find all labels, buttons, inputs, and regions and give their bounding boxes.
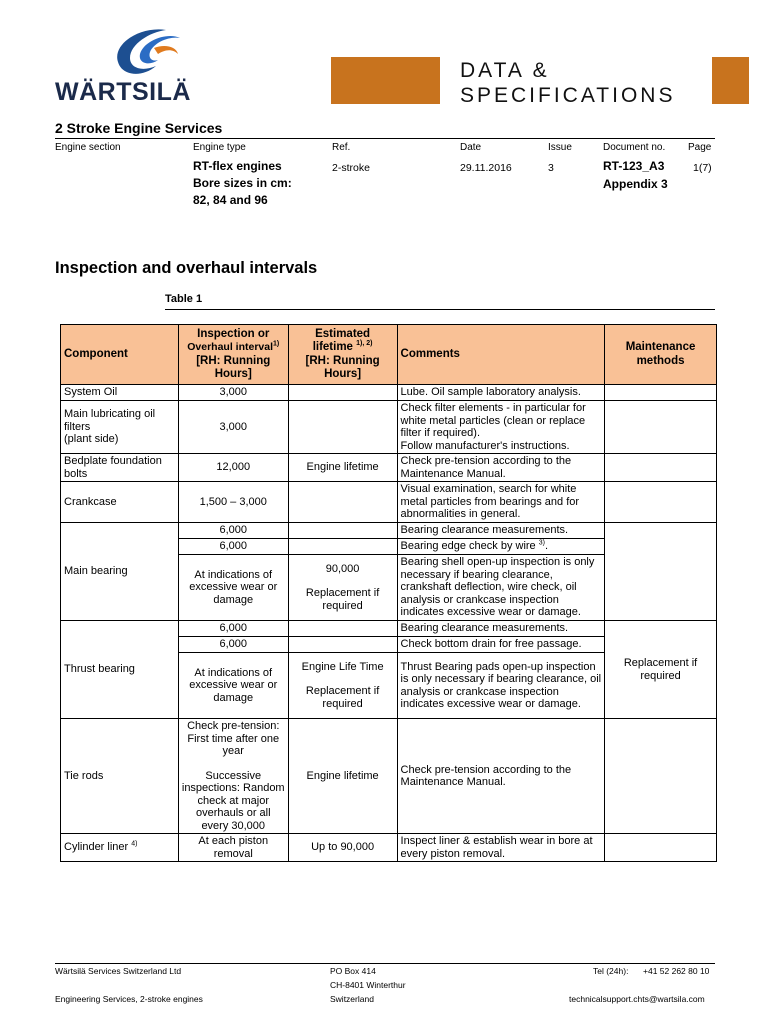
- header-orange-block-right: [712, 57, 749, 104]
- cell-interval: 6,000: [178, 523, 288, 539]
- appendix-label: Appendix 3: [603, 177, 668, 191]
- cell-lifetime: Engine lifetime: [288, 454, 397, 482]
- engine-type-line: 82, 84 and 96: [193, 193, 268, 207]
- footnote-ref: 3): [538, 539, 545, 547]
- footer-country: Switzerland: [330, 994, 374, 1004]
- table-header-row: [61, 325, 717, 385]
- cell-text: (plant side): [64, 433, 119, 446]
- cell-component: Tie rods: [61, 719, 179, 834]
- footer-po: PO Box 414: [330, 966, 376, 976]
- cell-comment: Bearing clearance measurements.: [397, 621, 605, 637]
- cell-comment: Inspect liner & establish wear in bore at every piston removal.: [397, 834, 605, 862]
- cell-lifetime: [288, 385, 397, 401]
- issue-value: 3: [548, 162, 554, 174]
- cell-text: Check pre-tension: First time after one year: [187, 720, 280, 757]
- cell-component: System Oil: [61, 385, 179, 401]
- header-text: Inspection or: [197, 327, 270, 340]
- cell-maintenance: [605, 385, 717, 401]
- cell-interval: At indications of excessive wear or damage: [178, 653, 288, 719]
- table-label-rule: [165, 309, 715, 310]
- table-row: [61, 719, 717, 834]
- cell-lifetime: [288, 555, 397, 621]
- page-title-line1: DATA &: [460, 59, 550, 82]
- cell-component: Main bearing: [61, 523, 179, 621]
- cell-comment: Bearing shell open-up inspection is only necessary if bearing clearance, crankshaft deflection, wire check, oil analysis or crankcase inspection indicates excessive wear or damage.: [397, 555, 605, 621]
- header-text: [RH: Running Hours]: [305, 354, 380, 380]
- engine-type-value: [193, 158, 292, 209]
- cell-maintenance: [605, 719, 717, 834]
- cell-maintenance: [605, 482, 717, 523]
- cell-maintenance: Replacement if required: [605, 621, 717, 719]
- footer-tel-label: Tel (24h):: [593, 966, 629, 976]
- cell-comment: Thrust Bearing pads open-up inspection is only necessary if bearing clearance, oil analysis or crankcase inspection indicates excessive wear or damage.: [397, 653, 605, 719]
- cell-interval: 12,000: [178, 454, 288, 482]
- label-date: Date: [460, 142, 482, 153]
- header-rule: [55, 138, 715, 139]
- wartsila-logo-text: WÄRTSILÄ: [55, 78, 191, 106]
- cell-text: Cylinder liner: [64, 841, 132, 854]
- cell-interval: [178, 719, 288, 834]
- page-title-line2: SPECIFICATIONS: [460, 84, 676, 107]
- cell-lifetime: Up to 90,000: [288, 834, 397, 862]
- inspection-table: [60, 324, 717, 862]
- cell-comment: Lube. Oil sample laboratory analysis.: [397, 385, 605, 401]
- date-value: 29.11.2016: [460, 162, 512, 174]
- cell-component: Crankcase: [61, 482, 179, 523]
- cell-component: [61, 834, 179, 862]
- footer-city: CH-8401 Winterthur: [330, 980, 406, 990]
- cell-comment: Visual examination, search for white metal particles from bearings and for abnormalities in general.: [397, 482, 605, 523]
- table-row: [61, 454, 717, 482]
- header-text: Estimated: [315, 327, 371, 340]
- cell-comment: [397, 539, 605, 555]
- page-value: 1(7): [693, 162, 712, 174]
- table-row: [61, 523, 717, 539]
- cell-lifetime: [288, 539, 397, 555]
- cell-interval: 6,000: [178, 621, 288, 637]
- cell-text: Follow manufacturer's instructions.: [400, 439, 570, 452]
- cell-text: Replacement if required: [305, 685, 380, 710]
- header-lifetime: [288, 325, 397, 385]
- cell-maintenance: [605, 401, 717, 454]
- label-document-no: Document no.: [603, 142, 666, 153]
- cell-text: Replacement if required: [305, 587, 380, 612]
- ref-value: 2-stroke: [332, 162, 370, 174]
- cell-interval: 6,000: [178, 539, 288, 555]
- cell-maintenance: [605, 454, 717, 482]
- header-maintenance: Maintenance methods: [605, 325, 717, 385]
- cell-comment: Check bottom drain for free passage.: [397, 637, 605, 653]
- cell-lifetime: [288, 653, 397, 719]
- footer-company: Wärtsilä Services Switzerland Ltd: [55, 966, 182, 976]
- label-page: Page: [688, 142, 712, 153]
- cell-text: Engine Life Time: [301, 660, 384, 673]
- header-text: [RH: Running Hours]: [196, 354, 271, 380]
- footer-rule: [55, 963, 715, 964]
- cell-text: Bearing edge check by wire: [400, 540, 539, 553]
- table-row: [61, 401, 717, 454]
- table-label: Table 1: [165, 293, 203, 305]
- table-row: [61, 482, 717, 523]
- cell-component: [61, 401, 179, 454]
- header-inspection: [178, 325, 288, 385]
- cell-lifetime: Engine lifetime: [288, 719, 397, 834]
- label-engine-type: Engine type: [193, 142, 246, 153]
- header-text: lifetime: [312, 341, 357, 353]
- cell-lifetime: [288, 621, 397, 637]
- footer-tel: +41 52 262 80 10: [643, 966, 710, 976]
- label-engine-section: Engine section: [55, 142, 121, 153]
- engine-type-line: RT-flex engines: [193, 159, 282, 173]
- header-comments: Comments: [397, 325, 605, 385]
- cell-text: Successive inspections: Random check at major overhauls or all every 30,000: [181, 769, 285, 832]
- cell-text: Check filter elements - in particular for white metal particles (clean or replace filter if required).: [400, 402, 586, 439]
- header-orange-block-left: [331, 57, 440, 104]
- document-no-value: [603, 158, 668, 193]
- cell-comment: Check pre-tension according to the Maintenance Manual.: [397, 454, 605, 482]
- cell-interval: At each piston removal: [178, 834, 288, 862]
- cell-text: 90,000: [325, 562, 360, 575]
- cell-lifetime: [288, 523, 397, 539]
- footnote-ref: 1): [273, 340, 280, 348]
- cell-component: Thrust bearing: [61, 621, 179, 719]
- cell-comment: Bearing clearance measurements.: [397, 523, 605, 539]
- cell-text: Main lubricating oil filters: [64, 408, 156, 433]
- table-row: [61, 385, 717, 401]
- footer-email[interactable]: technicalsupport.chts@wartsila.com: [569, 994, 705, 1004]
- header-component: Component: [61, 325, 179, 385]
- label-ref: Ref.: [332, 142, 351, 153]
- cell-text: .: [544, 540, 549, 553]
- engine-type-line: Bore sizes in cm:: [193, 176, 292, 190]
- page-title: [460, 58, 675, 108]
- footer-dept: Engineering Services, 2-stroke engines: [55, 994, 203, 1004]
- document-number: RT-123_A3: [603, 159, 665, 173]
- cell-maintenance: [605, 523, 717, 621]
- cell-lifetime: [288, 637, 397, 653]
- cell-interval: 6,000: [178, 637, 288, 653]
- cell-interval: At indications of excessive wear or damage: [178, 555, 288, 621]
- cell-lifetime: [288, 482, 397, 523]
- cell-lifetime: [288, 401, 397, 454]
- cell-comment: Check pre-tension according to the Maintenance Manual.: [397, 719, 605, 834]
- cell-interval: 1,500 – 3,000: [178, 482, 288, 523]
- cell-maintenance: [605, 834, 717, 862]
- section-heading: Inspection and overhaul intervals: [55, 259, 318, 277]
- document-subtitle: 2 Stroke Engine Services: [55, 120, 223, 136]
- table-row: [61, 621, 717, 637]
- label-issue: Issue: [548, 142, 572, 153]
- wartsila-logo-swirl-icon: [110, 24, 185, 80]
- header-text: Overhaul interval: [187, 341, 274, 353]
- footnote-ref: 1), 2): [356, 340, 373, 348]
- cell-comment: [397, 401, 605, 454]
- footnote-ref: 4): [131, 840, 138, 848]
- cell-interval: 3,000: [178, 385, 288, 401]
- cell-interval: 3,000: [178, 401, 288, 454]
- cell-component: Bedplate foundation bolts: [61, 454, 179, 482]
- table-row: [61, 834, 717, 862]
